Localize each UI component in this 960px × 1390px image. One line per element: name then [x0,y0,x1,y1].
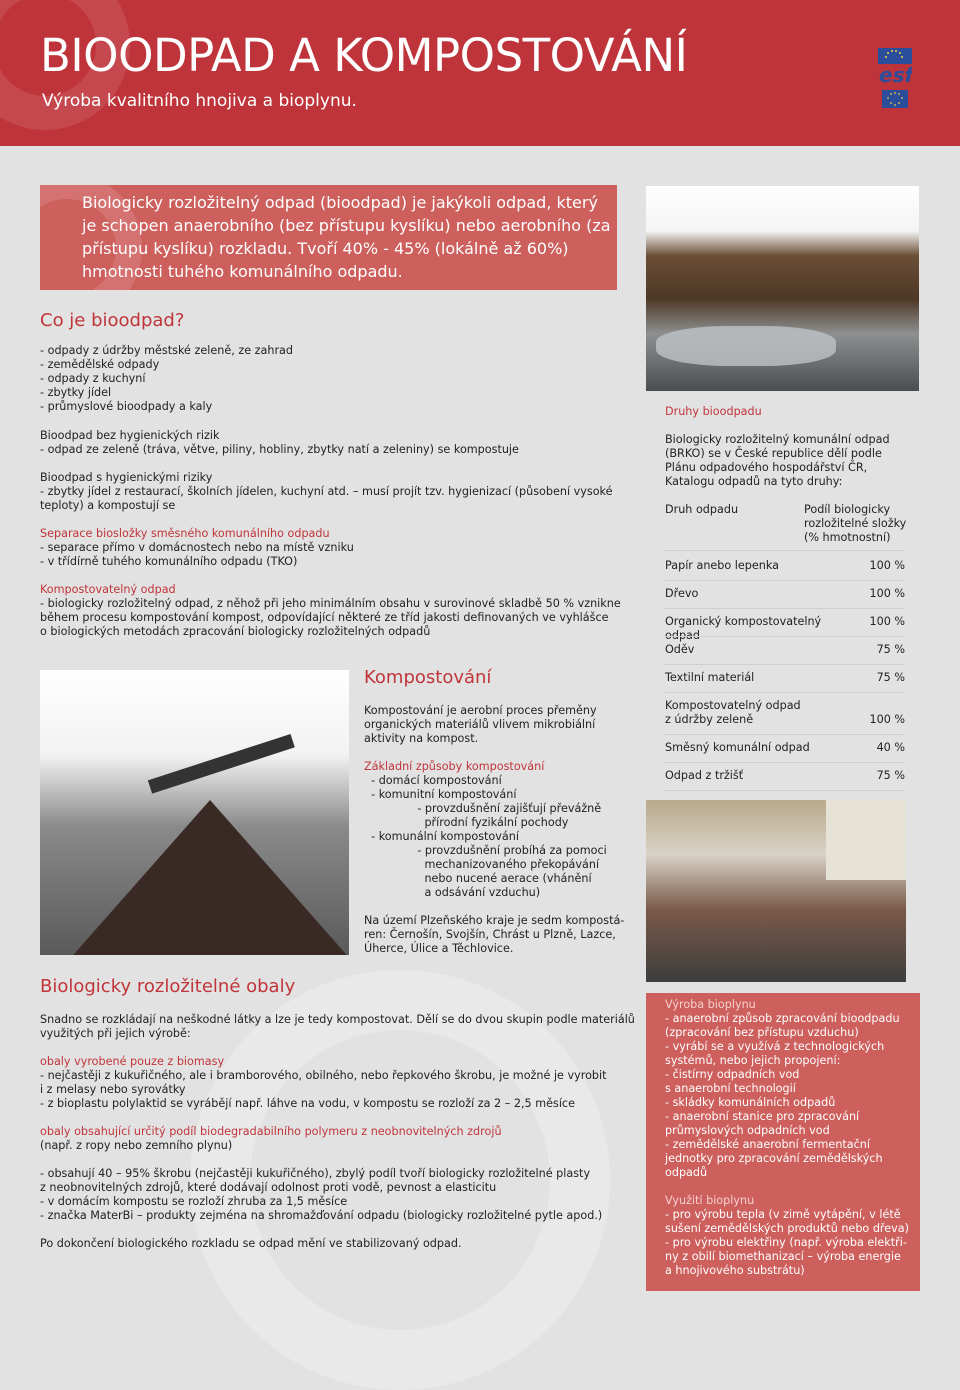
intro-text: Biologicky rozložitelný odpad (bioodpad) je jakýkoli odpad, který je schopen anaerobního (bez přístupu kyslíku) nebo aerobního (za přístupu kyslíku) rozkladu. Tvoří 40% - 45% (lokálně až 60%) hmotnosti tuhého komunálního odpadu. [82,193,611,281]
plzen-text: Na území Plzeňského kraje je sedm kompostá- ren: Černošín, Svojšín, Chrást u Plzně, Lazce, Úherce, Úlice a Těchlovice. [364,914,625,955]
table-row-name: Směsný komunální odpad [665,741,810,754]
conveyor-belt-shape [148,734,295,794]
table-row-value: 100 % [869,615,905,628]
kompostovani-text: Kompostování je aerobní proces přeměny organických materiálů vlivem mikrobiální aktivity na kompost. [364,704,597,745]
table-col-druh: Druh odpadu [665,503,739,516]
obaly-g2-text: - obsahují 40 – 95% škrobu (nejčastěji kukuřičného), zbylý podíl tvoří biologicky rozložitelné plasty z neobnovitelných zdrojů, které dodávají odolnost proti vodě, pevnost a elasticitu - v domácím kompostu se rozloží zhruba za 1,5 měsíce - značka MaterBi – produkty zejména na shromažďování odpadu (biologicky rozložitelné pytle apod.) [40,1167,603,1222]
table-divider [665,790,905,791]
compost-heap-shape [60,800,349,955]
druhy-heading: Druhy bioodpadu [665,405,762,418]
separace-text: - separace přímo v domácnostech nebo na místě vzniku - v třídírně tuhého komunálního odpadu (TKO) [40,541,354,568]
table-row-name: Textilní materiál [665,671,755,684]
vyroba-bioplynu-title: Výroba bioplynu [665,998,756,1011]
bez-rizik-title: Bioodpad bez hygienických rizik [40,429,220,442]
puddle-shape [656,326,836,366]
table-row-name: Odpad z tržišť [665,769,744,782]
garden-compost-samples-photo [646,800,906,982]
table-divider [665,636,905,637]
table-divider [665,550,905,551]
table-divider [665,692,905,693]
intro-box [40,185,617,290]
table-divider [665,734,905,735]
heading-kompostovani: Kompostování [364,667,492,688]
vyuziti-bioplynu-title: Využití bioplynu [665,1194,755,1207]
table-divider [665,580,905,581]
bioplyn-box [646,993,920,1291]
page-title: BIOODPAD A KOMPOSTOVÁNÍ [40,29,688,82]
heading-obaly: Biologicky rozložitelné obaly [40,976,296,997]
compost-pile-photo [646,186,919,391]
obaly-intro: Snadno se rozkládají na neškodné látky a lze je tedy kompostovat. Dělí se do dvou skupin podle materiálů využitých při jejich výrobě: [40,1013,635,1040]
bioodpad-list: - odpady z údržby městské zeleně, ze zahrad - zemědělské odpady - odpady z kuchyní - zbytky jídel - průmyslové bioodpady a kaly [40,344,294,413]
table-row-name: Organický kompostovatelný odpad [665,615,822,642]
table-row-name: Oděv [665,643,695,656]
esf-logo [878,48,912,110]
bioplyn-content [665,998,915,1278]
s-riziky-text: - zbytky jídel z restaurací, školních jídelen, kuchyní atd. – musí projít tzv. hygienizací (působení vysoké teploty) a kompostují se [40,485,613,512]
house-wall-shape [826,800,906,880]
s-riziky-title: Bioodpad s hygienickými riziky [40,471,213,484]
kompostovatelny-text: - biologicky rozložitelný odpad, z něhož při jeho minimálním obsahu v surovinové skladbě 50 % vznikne během procesu kompostování kompost, odpovídající některé ze tříd jakosti definovaných ve vyhlášce o biologických metodách zpracování biologicky rozložitelných odpadů [40,597,621,638]
vyroba-bioplynu-text: - anaerobní způsob zpracování bioodpadu (zpracování bez přístupu vzduchu) - vyrábí se a využívá z technologických systémů, nebo jejich propojení: - čistírny odpadních vod s anaerobní technologií - skládky komunálních odpadů - anaerobní stanice pro zpracování průmyslových odpadních vod - zemědělské anaerobní fermentační jednotky pro zpracování zemědělských odpadů [665,1012,900,1179]
obaly-g2-sub: (např. z ropy nebo zemního plynu) [40,1139,233,1152]
obaly-g2-title: obaly obsahující určitý podíl biodegradabilního polymeru z neobnovitelných zdrojů [40,1125,502,1138]
table-row-name: Dřevo [665,587,699,600]
table-row-value: 100 % [869,587,905,600]
table-row-value: 100 % [869,713,905,726]
table-divider [665,762,905,763]
obaly-g1-title: obaly vyrobené pouze z biomasy [40,1055,225,1068]
table-divider [665,608,905,609]
bez-rizik-text: - odpad ze zeleně (tráva, větve, piliny, hobliny, zbytky natí a zeleniny) se kompostuje [40,443,519,456]
zpusoby-title: Základní způsoby kompostování [364,760,545,773]
zpusoby-text: - domácí kompostování - komunitní kompostování - provzdušnění zajišťují převážně přírodní fyzikální pochody - komunální kompostování - provzdušnění probíhá za pomoci mechanizovaného překopávání nebo nucené aerace (vhánění a odsávání vzduchu) [371,774,607,899]
kompostovatelny-title: Kompostovatelný odpad [40,583,176,596]
table-divider [665,664,905,665]
obaly-g1-text: - nejčastěji z kukuřičného, ale i bramborového, obilného, nebo řepkového škrobu, je možné je vyrobit i z melasy nebo syrovátky - z bioplastu polylaktid se vyrábějí např. láhve na vodu, v kompostu se rozloží za 2 – 2,5 měsíce [40,1069,607,1110]
separace-title: Separace biosložky směsného komunálního odpadu [40,527,330,540]
table-row-name: Papír anebo lepenka [665,559,779,572]
vyuziti-bioplynu-text: - pro výrobu tepla (v zimě vytápění, v létě sušení zemědělských produktů nebo dřeva) - pro výrobu elektřiny (např. výroba elektři- ny z obilí biomethanizací – výroba energie a hnojivového substrátu) [665,1208,909,1277]
compost-conveyor-photo [40,670,349,955]
obaly-outro: Po dokončení biologického rozkladu se odpad mění ve stabilizovaný odpad. [40,1237,462,1250]
esf-logo-text: esf [879,63,912,87]
druhy-text: Biologicky rozložitelný komunální odpad (BRKO) se v České republice dělí podle Plánu odpadového hospodářství ČR, Katalogu odpadů na tyto druhy: [665,433,890,488]
table-row-name: Kompostovatelný odpad z údržby zeleně [665,699,801,726]
table-row-value: 75 % [876,769,905,782]
table-row-value: 40 % [876,741,905,754]
table-row-value: 100 % [869,559,905,572]
table-col-podil: Podíl biologicky rozložitelné složky (% hmotnostní) [804,503,907,544]
heading-co-je-bioodpad: Co je bioodpad? [40,310,185,331]
table-row-value: 75 % [876,643,905,656]
table-row-value: 75 % [876,671,905,684]
page-subtitle: Výroba kvalitního hnojiva a bioplynu. [42,91,357,111]
